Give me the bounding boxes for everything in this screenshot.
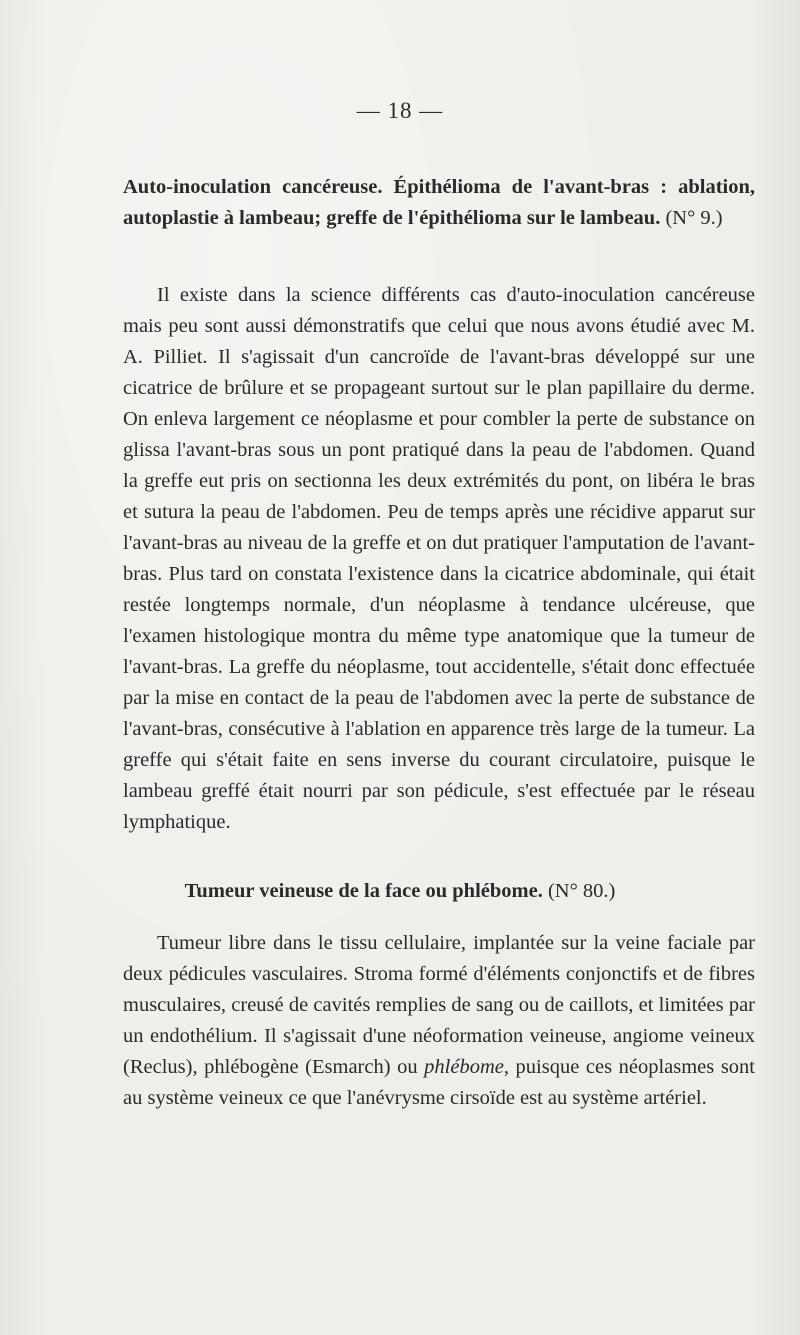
section-1-paragraph: Il existe dans la science différents cas d'auto-inoculation cancéreuse mais peu sont aussi démonstratifs que celui que nous avons étudié avec M. A. Pilliet. Il s'agissait d'un cancroïde de l'avant-bras développé sur une cicatrice de brûlure et se propageant surtout sur le plan papillaire du derme. On enleva largement ce néoplasme et pour combler la perte de substance on glissa l'avant-bras sous un pont pratiqué dans la peau de l'abdomen. Quand la greffe eut pris on sectionna les deux extrémités du pont, on libéra le bras et sutura la peau de l'abdomen. Peu de temps après une récidive apparut sur l'avant-bras au niveau de la greffe et on dut pratiquer l'amputation de l'avant-bras. Plus tard on constata l'existence dans la cicatrice abdominale, qui était restée longtemps normale, d'un néoplasme à tendance ulcéreuse, que l'examen histologique montra du même type anatomique que la tumeur de l'avant-bras. La greffe du néoplasme, tout accidentelle, s'était donc effectuée par la mise en contact de la peau de l'abdomen avec la perte de substance de l'avant-bras, consécutive à l'ablation en apparence très large de la tumeur. La greffe qui s'était faite en sens inverse du courant circulatoire, puisque le lambeau greffé était nourri par son pédicule, s'est effectuée par le réseau lymphatique. [123,284,755,833]
section-1-body [123,280,755,838]
section-1-title: Auto-inoculation cancéreuse. Épithélioma de l'avant-bras : ablation, autoplastie à lambeau; greffe de l'épithélioma sur le lambeau. [123,176,755,229]
section-2-text-a: Tumeur libre dans le tissu cellulaire, implantée sur la veine faciale par deux pédicules vasculaires. Stroma formé d'éléments conjonctifs et de fibres musculaires, creusé de cavités remplies de sang ou de caillots, et limitées par un endothélium. Il s'agissait d'une néoformation veineuse, angiome veineux (Reclus), phlébogène (Esmarch) ou [123,932,755,1078]
section-2-text-italic: phlébome [424,1056,504,1078]
section-2-heading [0,876,800,907]
section-2-body [123,928,755,1114]
section-2-paragraph [123,928,755,1114]
section-2-text-b: , puisque ces néoplasmes sont au système veineux ce que l'anévrysme cirsoïde est au système artériel. [123,1056,755,1109]
section-2-title: Tumeur veineuse de la face ou phlébome. [184,880,543,902]
section-1-heading [123,172,755,234]
section-1-ref: (N° 9.) [665,207,723,229]
section-2-ref: (N° 80.) [547,880,616,902]
page-number: — 18 — [356,98,444,123]
